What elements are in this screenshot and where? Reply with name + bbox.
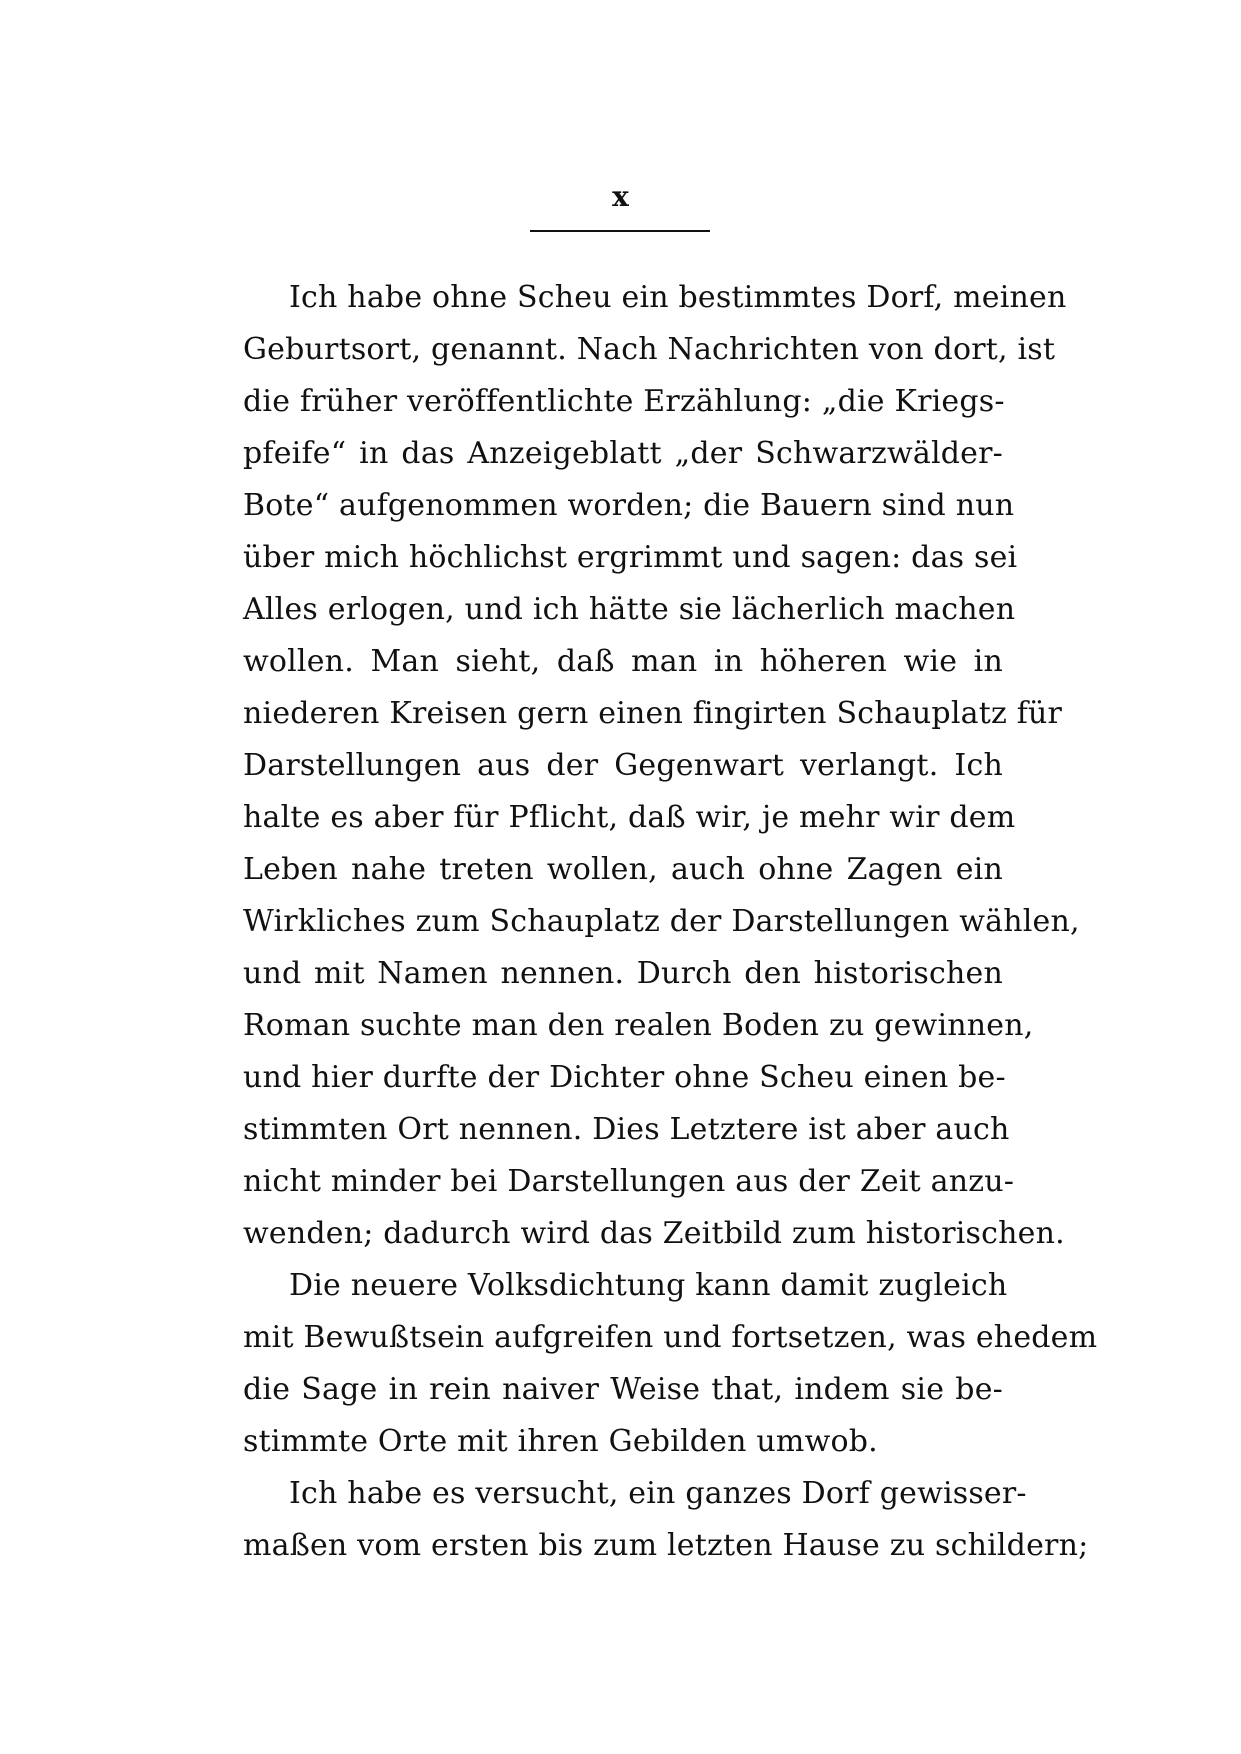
- text-line: Roman suchte man den realen Boden zu gewinnen,: [243, 1008, 1034, 1043]
- page-number: x: [612, 180, 629, 213]
- text-line: Ich habe es versucht, ein ganzes Dorf gewisser-: [289, 1476, 1027, 1511]
- text-line: Wirkliches zum Schauplatz der Darstellungen wählen,: [243, 904, 1080, 939]
- text-line: die früher veröffentlichte Erzählung: „die Kriegs-: [243, 384, 1005, 419]
- text-line: wenden; dadurch wird das Zeitbild zum historischen.: [243, 1216, 1065, 1251]
- text-line: mit Bewußtsein aufgreifen und fortsetzen, was ehedem: [243, 1320, 1098, 1355]
- header-rule: [530, 230, 710, 232]
- text-line: Die neuere Volksdichtung kann damit zugleich: [289, 1268, 1008, 1303]
- text-line: Bote“ aufgenommen worden; die Bauern sind nun: [243, 488, 1015, 523]
- body-text: [243, 272, 1098, 1572]
- text-line: Alles erlogen, und ich hätte sie lächerlich machen: [243, 592, 1016, 627]
- text-line: Leben nahe treten wollen, auch ohne Zagen ein: [243, 852, 1003, 887]
- text-line: halte es aber für Pflicht, daß wir, je mehr wir dem: [243, 800, 1016, 835]
- text-line: wollen. Man sieht, daß man in höheren wie in: [243, 644, 1003, 679]
- text-line: pfeife“ in das Anzeigeblatt „der Schwarzwälder-: [243, 436, 1003, 471]
- text-line: Geburtsort, genannt. Nach Nachrichten von dort, ist: [243, 332, 1056, 367]
- text-line: über mich höchlichst ergrimmt und sagen: das sei: [243, 540, 1018, 575]
- text-line: maßen vom ersten bis zum letzten Hause zu schildern;: [243, 1528, 1089, 1563]
- text-line: nicht minder bei Darstellungen aus der Zeit anzu-: [243, 1164, 1015, 1199]
- text-line: stimmten Ort nennen. Dies Letztere ist aber auch: [243, 1112, 1010, 1147]
- text-line: und mit Namen nennen. Durch den historischen: [243, 956, 1003, 991]
- text-line: die Sage in rein naiver Weise that, indem sie be-: [243, 1372, 1003, 1407]
- text-line: stimmte Orte mit ihren Gebilden umwob.: [243, 1424, 878, 1459]
- text-line: niederen Kreisen gern einen fingirten Schauplatz für: [243, 696, 1063, 731]
- text-line: Darstellungen aus der Gegenwart verlangt. Ich: [243, 748, 1003, 783]
- text-line: und hier durfte der Dichter ohne Scheu einen be-: [243, 1060, 1006, 1095]
- text-line: Ich habe ohne Scheu ein bestimmtes Dorf, meinen: [289, 280, 1067, 315]
